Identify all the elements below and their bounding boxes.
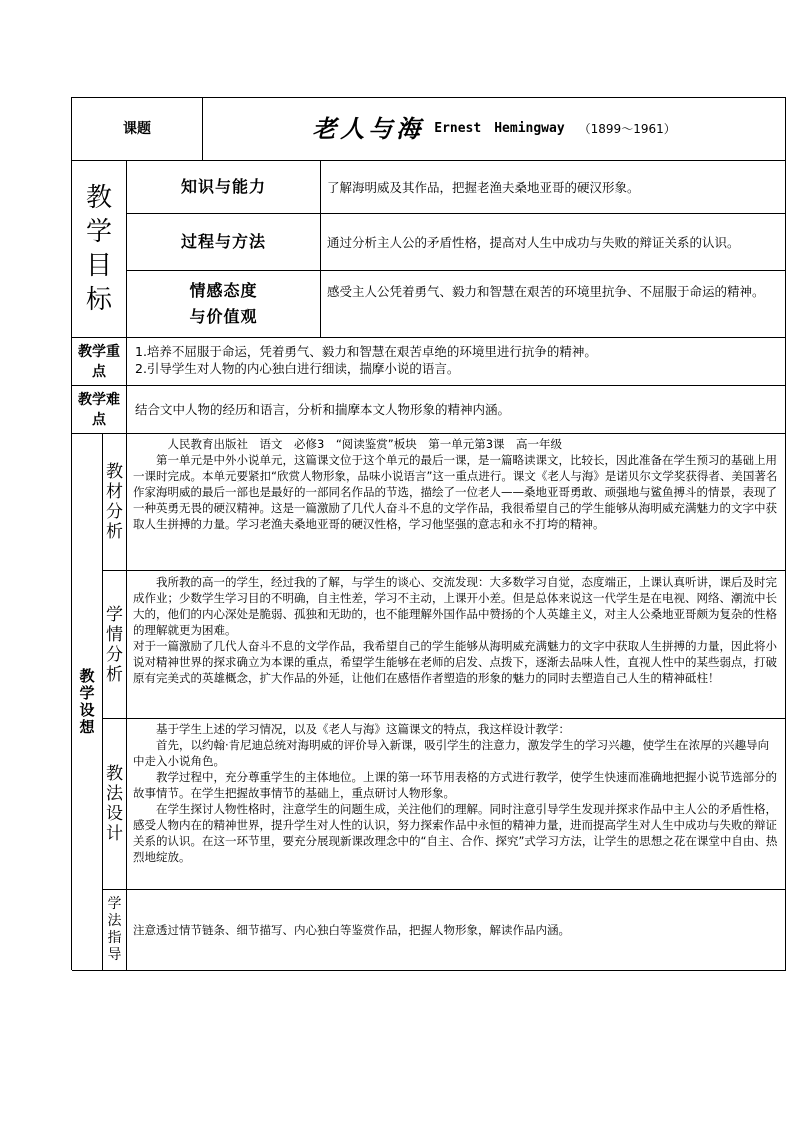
students-label: 学情分析 bbox=[103, 571, 127, 719]
methods-label: 教法设计 bbox=[103, 719, 127, 890]
material-text: 第一单元是中外小说单元，这篇课文位于这个单元的最后一课，是一篇略读课文，比较长，因此准备在学生预习的基础上用一课时完成。本单元要紧扣“欣赏人物形象，品味小说语言”这一重点进行。课文《老人与海》是诺贝尔文学奖获得者、美国著名作家海明威的最后一部也是最好的一部同名作品的节选，描绘了一位老人——桑地亚哥勇敢、顽强地与鲨鱼搏斗的情景，表现了一种英勇无畏的硬汉精神。这是一篇激励了几代人奋斗不息的文学作品，我很希望自己的学生能够从海明威充满魅力的文字中获取人生拼搏的力量。学习老渔夫桑地亚哥的硬汉性格，学习他坚强的意志和永不打垮的精神。 bbox=[133, 453, 778, 531]
objective-emotion-label: 情感态度 与价值观 bbox=[127, 271, 321, 338]
key-point-item: 1.培养不屈服于命运，凭着勇气、毅力和智慧在艰苦卓绝的环境里进行抗争的精神。 bbox=[135, 344, 597, 359]
title-chinese: 老人与海 bbox=[312, 114, 425, 143]
key-points-label: 教学重点 bbox=[72, 338, 127, 386]
material-source: 人民教育出版社 语文 必修3 “阅读鉴赏”板块 第一单元第3课 高一年级 bbox=[167, 437, 563, 451]
students-paragraph: 我所教的高一的学生，经过我的了解，与学生的谈心、交流发现：大多数学习自觉，态度端正，上课认真听讲，课后及时完成作业；少数学生学习目的不明确，自主性差，学习不主动，上课开小差。但是总体来说这一代学生是在电视、网络、潮流中长大的，他们的内心深处是脆弱、孤独和无助的，也不能理解外国作品中赞扬的个人英雄主义，对主人公桑地亚哥颇为复杂的性格的理解就更为困难。 bbox=[133, 575, 777, 637]
methods-paragraph: 教学过程中，充分尊重学生的主体地位。上课的第一环节用表格的方式进行教学，使学生快速而准确地把握小说节选部分的故事情节。在学生把握故事情节的基础上，重点研讨人物形象。 bbox=[133, 770, 777, 800]
topic-label bbox=[72, 98, 203, 161]
design-label: 教学设想 bbox=[72, 434, 103, 971]
objectives-label-text: 教学目标 bbox=[85, 183, 112, 315]
title-years: （1899～1961） bbox=[578, 122, 676, 136]
objective-knowledge-text: 了解海明威及其作品，把握老渔夫桑地亚哥的硬汉形象。 bbox=[321, 161, 786, 214]
study-label: 学法指导 bbox=[103, 890, 127, 971]
students-content bbox=[127, 571, 786, 719]
methods-paragraph: 首先，以约翰·肯尼迪总统对海明威的评价导入新课，吸引学生的注意力，激发学生的学习兴趣，使学生在浓厚的兴趣导向中走入小说角色。 bbox=[133, 738, 770, 768]
methods-paragraph: 基于学生上述的学习情况，以及《老人与海》这篇课文的特点，我这样设计教学： bbox=[156, 722, 570, 736]
title-author: Ernest Hemingway bbox=[434, 121, 565, 136]
material-content bbox=[127, 434, 786, 571]
study-content: 注意透过情节链条、细节描写、内心独白等鉴赏作品，把握人物形象，解读作品内涵。 bbox=[127, 890, 786, 971]
material-label: 教材分析 bbox=[103, 434, 127, 571]
page-title bbox=[203, 98, 786, 161]
objective-emotion-text: 感受主人公凭着勇气、毅力和智慧在艰苦的环境里抗争、不屈服于命运的精神。 bbox=[321, 271, 786, 338]
students-paragraph: 对于一篇激励了几代人奋斗不息的文学作品，我希望自己的学生能够从海明威充满魅力的文字中获取人生拼搏的力量，因此将小说对精神世界的探求确立为本课的重点，希望学生能够在老师的启发、点拨下，逐渐去品味人性，直视人性中的某些弱点，打破原有完美式的英雄概念，扩大作品的外延，让他们在感悟作者塑造的形象的魅力的同时去塑造自己人生的精神砥柱！ bbox=[133, 639, 777, 685]
objective-process-label: 过程与方法 bbox=[127, 214, 321, 271]
key-points-content bbox=[127, 338, 786, 386]
objectives-label bbox=[72, 161, 127, 338]
difficulties-content: 结合文中人物的经历和语言，分析和揣摩本文人物形象的精神内涵。 bbox=[127, 386, 786, 434]
key-point-item: 2.引导学生对人物的内心独白进行细读，揣摩小说的语言。 bbox=[135, 361, 460, 376]
difficulties-label: 教学难点 bbox=[72, 386, 127, 434]
topic-label-text: 课题 bbox=[123, 121, 151, 137]
methods-paragraph: 在学生探讨人物性格时，注意学生的问题生成，关注他们的理解。同时注意引导学生发现并探求作品中主人公的矛盾性格，感受人物内在的精神世界，提升学生对人性的认识，努力探索作品中永恒的精神力量，进而提高学生对人生中成功与失败的辩证关系的认识。在这一环节里，要充分展现新课改理念中的“自主、合作、探究”式学习方法，让学生的思想之花在课堂中自由、热烈地绽放。 bbox=[133, 802, 778, 864]
objective-knowledge-label: 知识与能力 bbox=[127, 161, 321, 214]
lesson-plan-table bbox=[71, 97, 786, 970]
objective-process-text: 通过分析主人公的矛盾性格，提高对人生中成功与失败的辩证关系的认识。 bbox=[321, 214, 786, 271]
methods-content bbox=[127, 719, 786, 890]
